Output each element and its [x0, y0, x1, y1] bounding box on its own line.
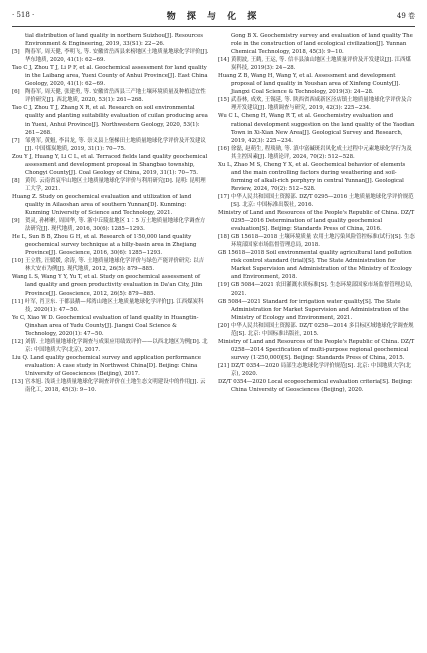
reference-entry	[12, 338, 209, 378]
reference-number: [9]	[12, 218, 20, 225]
reference-number: [7]	[12, 137, 20, 144]
page-number: · 518 ·	[12, 11, 35, 19]
reference-number: [6]	[12, 89, 20, 96]
journal-title: 物 探 与 化 探	[166, 12, 261, 22]
reference-translation: Xu L, Zhao M S, Cheng Y X, et al. Geochemical behavior of elements and the main controlling factors during weathering and soil-forming of alkali-rich porphyry in central Yunnan[J]. Geological Review, 2024, 70(2): 512−528.	[218, 161, 406, 192]
reference-translation: Tao C J, Zhou T J, Li P F, et al. Geochemical assessment for land quality in the Laibang area, Yuexi County of Anhui Province[J]. East China Geology, 2020, 41(1): 62−69.	[12, 65, 208, 88]
page-header	[12, 9, 415, 23]
reference-text: [5] 陶春军, 周天健, 李明飞, 等. 安徽省岳西县来榜地区土地质量地球化学评价[J]. 华东地质, 2020, 41(1): 62−69.	[12, 49, 209, 64]
reference-translation: DZ/T 0354—2020 Local ecogeochemical evaluation criteria[S]. Beijing: China University of Geosciences (Beijing), 2020.	[218, 379, 413, 394]
reference-translation: GB 5084—2021 Standard for irrigation water quality[S]. The State Administration for Market Supervision and Administration of the Ministry of Ecology and Environment, 2021.	[218, 298, 409, 321]
left-column	[12, 32, 209, 647]
reference-entry	[218, 193, 415, 233]
reference-translation: He L, Sun B B, Zhou G H, et al. Research of 1∶50,000 land quality geochemical survey technique at a hilly-basin area in Zhejiang Province[J]. Geoscience, 2016, 30(6): 1285−1293.	[12, 234, 197, 257]
reference-number: [14]	[218, 57, 230, 64]
reference-translation: Tao C J, Zhou T J, Zhang X R, et al. Research on soil environmental quality and planting suitability evaluation of cuilan producing area in Yuexi, Anhui Province[J]. Northwestern Geology, 2020, 53(1): 261−268.	[12, 105, 208, 136]
reference-entry	[12, 48, 209, 88]
header-rule	[12, 26, 415, 27]
reference-entry	[218, 281, 415, 321]
reference-number: [21]	[218, 362, 230, 369]
reference-entry	[12, 378, 209, 394]
reference-text: [17] 中华人民共和国国土资源部. DZ/T 0295—2016 土地质量地球化学评价规范[S]. 北京: 中国标准出版社, 2016.	[218, 193, 414, 208]
reference-text: [15] 武春林, 成欢, 王锡延, 等. 陕西省西咸新区泾店镇土地质量地球化学评价及合理开发建议[J]. 地质调查与研究, 2019, 42(3): 225−234.	[218, 97, 412, 112]
reference-number: [11]	[12, 298, 24, 305]
reference-translation: GB 15618—2018 Soil environmental quality agricultural land pollution risk control standard (trial)[S]. The State Administration for Market Supervision and Administration of the Ministry of Ecology and Environment, 2018.	[218, 250, 412, 281]
reference-text: [7] 邹勇军, 黄魁, 李昌龙, 等. 崇义县上堡梯田土地质量地球化学评价及开发建议[J]. 中国煤炭地质, 2019, 31(1): 70−75.	[12, 137, 206, 152]
reference-text: [10] 王立胜, 汪媛媛, 余涛, 等. 土地质量地球化学评价与绿色产能评价研究: 以吉林大安市为例[J]. 现代地质, 2012, 26(5): 879−885.	[12, 258, 204, 273]
reference-text: [6] 陶春军, 周天健, 张建勇, 等. 安徽省岳西县三产地土壤环境质量及种植适宜性评价研究[J]. 西北地质, 2020, 53(1): 261−268.	[12, 89, 206, 104]
reference-translation: Zou Y J, Huang Y, Li C L, et al. Terraced fields land quality geochemical assessment and development proposal in Shangbao township, Chongyi County[J]. Coal Geology of China, 2019, 31(1): 70−75.	[12, 153, 208, 176]
reference-entry	[218, 96, 415, 144]
reference-translation: Ministry of Land and Resources of the People's Republic of China. DZ/T 0295—2016 Determination of land quality geochemical evaluation[S]. Beijing: Standards Press of China, 2016.	[218, 210, 415, 233]
volume-label: 49 卷	[396, 12, 415, 20]
reference-translation: Huang Z. Study on geochemical evaluation and utilization of land quality in Ailaoshan area of southern Yunnan[D]. Kunming: Kunming University of Science and Technology, 2021.	[12, 193, 192, 217]
reference-translation: Liu Q. Land quality geochemical survey and application performance evaluation: A case study in Northwest China[D]. Beijing: China University of Geosciences (Beijing), 2017.	[12, 354, 201, 377]
reference-entry	[12, 137, 209, 177]
reference-entry	[218, 233, 415, 281]
reference-text: [21] DZ/T 0354—2020 局部生态地球化学评价规范[S]. 北京: 中国地质大学(北京), 2020.	[218, 362, 411, 377]
reference-entry	[12, 298, 209, 338]
reference-number: [8]	[12, 177, 20, 184]
reference-number: [12]	[12, 338, 24, 345]
reference-text: [20] 中华人民共和国国土资源部. DZ/T 0258—2014 多目标区域地球化学调查规范[S]. 北京: 中国标准出版社, 2015.	[218, 322, 414, 337]
reference-number: [20]	[218, 322, 230, 329]
reference-entry	[218, 32, 415, 56]
reference-text: tial distribution of land quality in northern Suizhou[J]. Resources Environment & Engineering, 2019, 33(S1): 22−26.	[25, 33, 204, 48]
reference-number: [18]	[218, 234, 230, 241]
reference-entry	[12, 217, 209, 257]
reference-entry	[218, 322, 415, 362]
reference-text: [12] 刘倩. 土地质量地球化学调查与成果应用绩效评价——以西北地区为例[D]. 北京: 中国地质大学(北京), 2017.	[12, 338, 208, 353]
reference-number: [5]	[12, 49, 20, 56]
reference-number: [19]	[218, 282, 230, 289]
reference-entry	[12, 88, 209, 136]
reference-entry	[218, 56, 415, 96]
reference-translation: Ministry of Land and Resources of the People's Republic of China. DZ/T 0258—2014 Specification of multi-purpose regional geochemical survey (1∶250,000)[S]. Beijing: Standards Press of China, 2015.	[218, 338, 415, 361]
reference-number: [17]	[218, 193, 230, 200]
reference-translation: Huang Z B, Wang H, Wang Y, et al. Assessment and development proposal of land quality in Youshan area of Xinfeng County[J]. Jiangxi Coal Science & Technology, 2019(3): 24−28.	[218, 73, 401, 96]
reference-text: [8] 黄钊. 云南省哀牢山地区土地质量地球化学评价与利用研究[D]. 昆明: 昆明理工大学, 2021.	[12, 177, 206, 192]
reference-number: [13]	[12, 379, 24, 386]
reference-entry	[12, 32, 209, 48]
reference-number: [16]	[218, 145, 230, 152]
right-column	[218, 32, 415, 647]
reference-text: [16] 徐磊, 赵萌生, 程琰勋, 等. 滇中富碱斑岩风化成土过程中元素地球化学行为及其主控因素[J]. 地质论评, 2024, 70(2): 512−528.	[218, 145, 412, 160]
reference-text: [9] 贺灵, 孙彬彬, 周国华, 等. 浙中丘陵盆地区 1∶5 万土地质量地球化学调查方法研究[J]. 现代地质, 2016, 30(6): 1285−1293.	[12, 218, 206, 233]
reference-entry	[218, 145, 415, 193]
reference-translation: Wu C L, Cheng H, Wang R T, et al. Geochemistry evaluation and rational development suggestion on the land quality of the Yaodian Town in Xi-Xian New Area[J]. Geological Survey and Research, 2019, 42(3): 225−234.	[218, 113, 415, 144]
reference-entry	[12, 257, 209, 297]
reference-translation: Wang L S, Wang Y Y, Yu T, et al. Study on geochemical assessment of land quality and green productivity evaluation in Da'an City, Jilin Province[J]. Geoscience, 2012, 26(5): 879−885.	[12, 274, 203, 297]
reference-entry	[218, 362, 415, 394]
reference-text: [11] 叶军, 肖卫东. 于都县鹅—邦湾山地区土地质量地球化学评价[J]. 江西煤炭科技, 2020(1): 47−50.	[12, 298, 204, 313]
reference-text: [18] GB 15618—2018 土壤环境质量 农用土地污染风险管控标准(试行)[S]. 生态环境部国家市场监督管理总局, 2018.	[218, 234, 415, 249]
reference-number: [15]	[218, 97, 230, 104]
reference-text: [14] 黄朝波, 王鹤, 王运, 等. 信丰县油山地区土地质量评价及开发建议[J]. 江西煤炭科技, 2019(3): 24−28.	[218, 57, 411, 72]
reference-text: [19] GB 5084—2021 农田灌溉水质标准[S]. 生态环境部国家市场监督管理总局, 2021.	[218, 282, 413, 297]
reference-entry	[12, 177, 209, 217]
reference-number: [10]	[12, 258, 24, 265]
reference-text: Gong B X. Geochemistry survey and evaluation of land quality The role in the construction of land ecological civilization[J]. Yunnan Chemical Technology, 2018, 45(3): 9−10.	[231, 33, 413, 56]
reference-translation: Ye C, Xiao W D. Geochemical evaluation of land quality in Huangtin-Qinshan area of Yudu County[J]. Jiangxi Coal Science & Technology, 2020(1): 47−50.	[12, 314, 199, 337]
reference-text: [13] 宫本旭. 浅谈土地质量地球化学调查评价在土地生态文明建设中的作用[J]. 云南化工, 2018, 45(3): 9−10.	[12, 379, 206, 394]
